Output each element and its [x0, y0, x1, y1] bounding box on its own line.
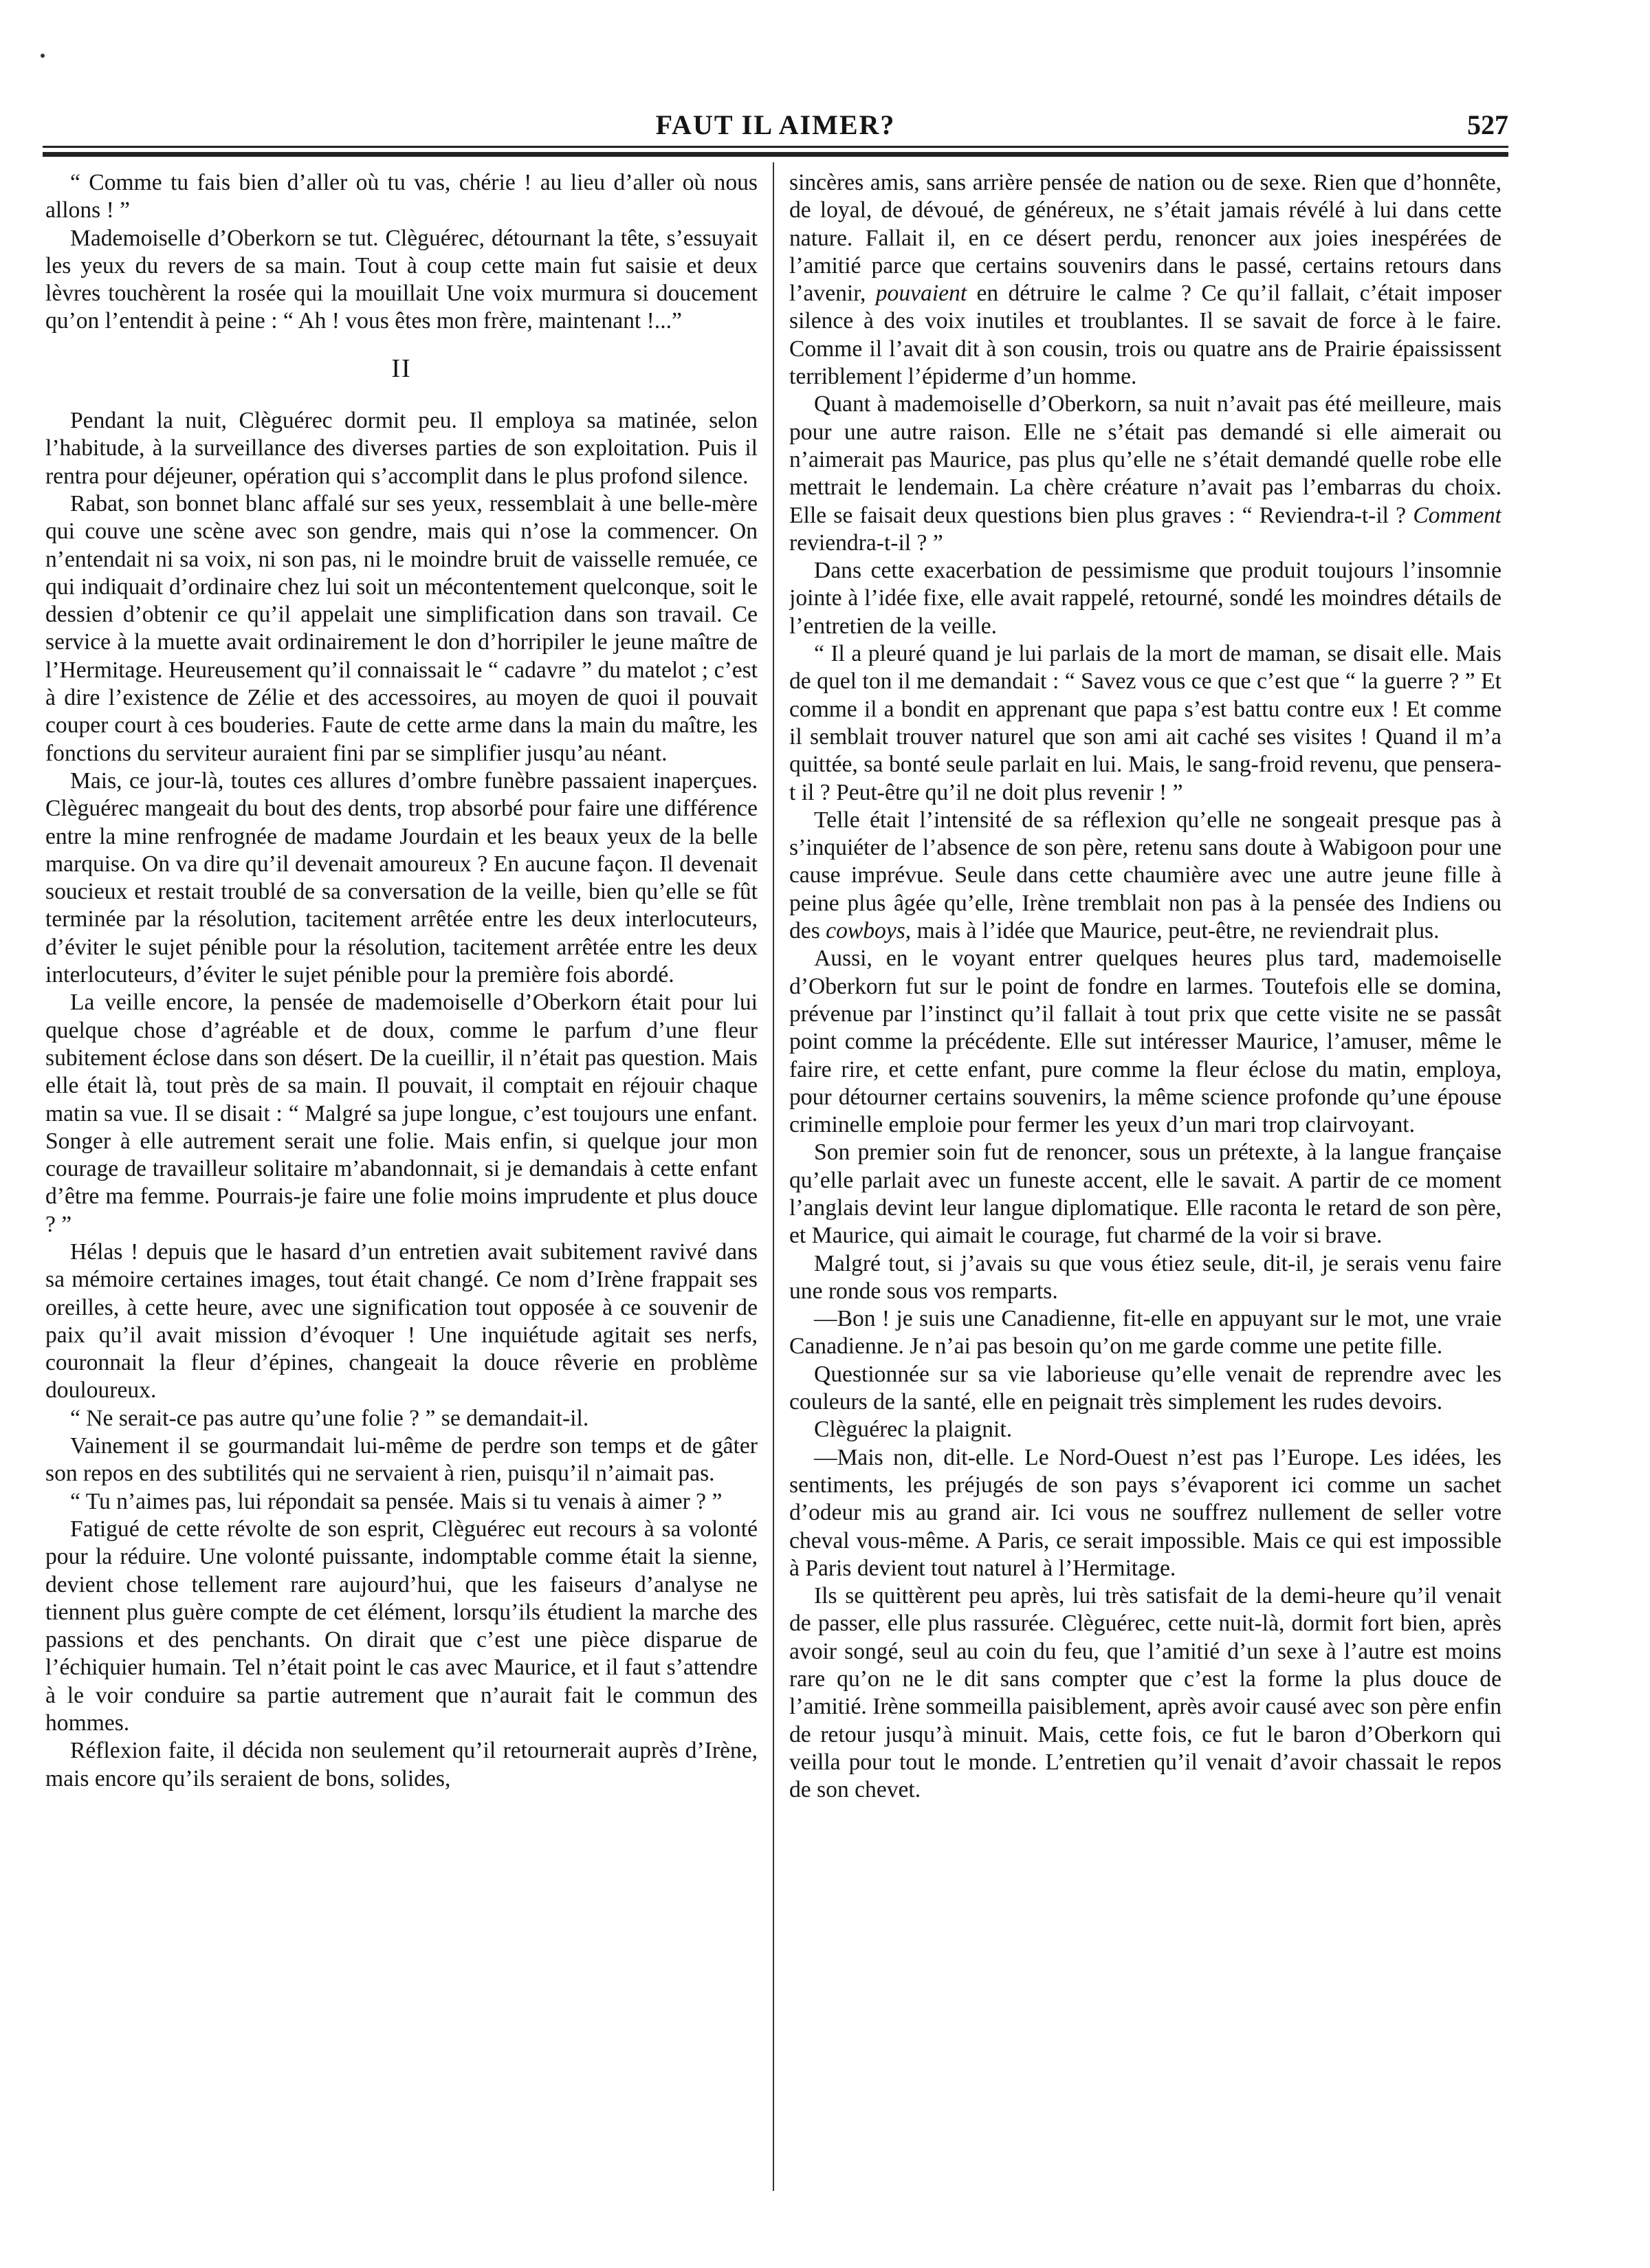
emphasis-text: cowboys,: [826, 918, 912, 944]
paragraph: Ils se quittèrent peu après, lui très satisfait de la demi-heure qu’il venait de passer, elle plus rassurée. Clèguérec, cette nuit-là, dormit fort bien, après avoir songé, seul au coin du feu, que l’amitié d’un sexe à l’autre est moins rare qu’on ne le dit sans compter que c’est la forme la plus douce de l’amitié. Irène sommeilla paisiblement, après avoir causé avec son père enfin de retour jusqu’à minuit. Mais, cette fois, ce fut le baron d’Oberkorn qui veilla pour tout le monde. L’entretien qu’il venait d’avoir chassait le repos de son chevet.: [789, 1583, 1502, 1803]
paragraph: Mademoiselle d’Oberkorn se tut. Clèguérec, détournant la tête, s’essuyait les yeux du revers de sa main. Tout à coup cette main fut saisie et deux lèvres touchèrent la rosée qui la mouillait Une voix murmura si doucement qu’on l’entendit à peine : “ Ah ! vous êtes mon frère, maintenant !...”: [45, 225, 758, 334]
paragraph-text: reviendra-t-il ? ”: [789, 530, 943, 556]
paragraph: Fatigué de cette révolte de son esprit, Clèguérec eut recours à sa volonté pour la réduire. Une volonté puissante, indomptable comme était la sienne, devient chose tellement rare aujourd’hui, que les faiseurs d’analyse ne tiennent plus guère compte de cet élément, lorsqu’ils étudient la marche des passions et des penchants. On dirait que c’est une pièce disparue de l’échiquier humain. Tel n’était point le cas avec Maurice, et il faut s’attendre à le voir conduire sa partie autrement que n’aurait fait le commun des hommes.: [45, 1516, 758, 1736]
column-divider: [773, 162, 774, 2191]
emphasis-text: pouvaient: [875, 281, 967, 307]
paragraph: Vainement il se gourmandait lui-même de perdre son temps et de gâter son repos en des subtilités qui ne servaient à rien, puisqu’il n’aimait pas.: [45, 1433, 758, 1487]
paragraph: [789, 169, 1502, 391]
paragraph: Mais, ce jour-là, toutes ces allures d’ombre funèbre passaient inaperçues. Clèguérec mangeait du bout des dents, trop absorbé pour faire une différence entre la mine renfrognée de madame Jourdain et les beaux yeux de la belle marquise. On va dire qu’il devenait amoureux ? En aucune façon. Il devenait soucieux et restait troublé de sa conversation de la veille, bien qu’elle se fût terminée par la résolution, tacitement arrêtée entre les deux interlocuteurs, d’éviter le sujet pénible pour la résolution, tacitement arrêtée entre les deux interlocuteurs, d’éviter le sujet pénible pour la première fois abordé.: [45, 767, 758, 988]
paragraph-text: en détruire le calme ? Ce qu’il fallait, c’était imposer silence à des voix inutiles et troublantes. Il se savait de force à le faire. Comme il l’avait dit à son cousin, trois ou quatre ans de Prairie épaississent terriblement l’épiderme d’un homme.: [789, 281, 1502, 390]
paragraph: [789, 807, 1502, 945]
paragraph: “ Il a pleuré quand je lui parlais de la mort de maman, se disait elle. Mais de quel ton il me demandait : “ Savez vous ce que c’est que “ la guerre ? ” Et comme il a bondit en apprenant que papa s’est battu contre eux ! Et comme il semblait trouver naturel que son ami ait caché ses visites ! Quand il m’a quittée, sa bonté seule parlait en lui. Mais, le sang-froid revenu, que pensera-t il ? Peut-être qu’il ne doit plus revenir ! ”: [789, 641, 1502, 805]
paragraph-text: Telle était l’intensité de sa réflexion qu’elle ne songeait presque pas à s’inquiéter de l’absence de son père, retenu sans doute à Wabigoon pour une cause imprévue. Seule dans cette chaumière avec une autre jeune fille à peine plus âgée qu’elle, Irène tremblait non pas à la pensée des Indiens ou des: [789, 807, 1502, 944]
paragraph: —Bon ! je suis une Canadienne, fit-elle en appuyant sur le mot, une vraie Canadienne. Je n’ai pas besoin qu’on me garde comme une petite fille.: [789, 1306, 1502, 1360]
paragraph-text: mais à l’idée que Maurice, peut-être, ne reviendrait plus.: [916, 918, 1440, 944]
paragraph: Hélas ! depuis que le hasard d’un entretien avait subitement ravivé dans sa mémoire certaines images, tout était changé. Ce nom d’Irène frappait ses oreilles, à cette heure, avec une signification tout opposée à ce souvenir de paix qu’il avait mission d’évoquer ! Une inquiétude agitait ses nerfs, couronnait la fleur d’épines, changeait la douce rêverie en problème douloureux.: [45, 1239, 758, 1404]
paragraph: —Mais non, dit-elle. Le Nord-Ouest n’est pas l’Europe. Les idées, les sentiments, les préjugés de son pays s’évaporent ici comme un sachet d’odeur mis au grand air. Ici vous ne souffrez nullement de seller votre cheval vous-même. A Paris, ce serait impossible. Mais ce qui est impossible à Paris devient tout naturel à l’Hermitage.: [789, 1444, 1502, 1581]
paragraph: [789, 391, 1502, 557]
paragraph: Rabat, son bonnet blanc affalé sur ses yeux, ressemblait à une belle-mère qui couve une scène avec son gendre, mais qui n’ose la commencer. On n’entendait ni sa voix, ni son pas, ni le moindre bruit de vaisselle remuée, ce qui indiquait d’ordinaire chez lui soit un mécontentement quelconque, soit le dessien d’obtenir ce qu’il appelait une simplification dans son travail. Ce service à la muette avait ordinairement le don d’horripiler le jeune maître de l’Hermitage. Heureusement qu’il connaissait le “ cadavre ” du matelot ; c’est à dire l’existence de Zélie et des accessoires, au moyen de quoi il pouvait couper court à ces bouderies. Faute de cette arme dans la main du maître, les fonctions du serviteur auraient fini par se simplifier jusqu’au néant.: [45, 490, 758, 766]
paragraph: “ Ne serait-ce pas autre qu’une folie ? ” se demandait-il.: [70, 1405, 589, 1431]
paragraph: Questionnée sur sa vie laborieuse qu’elle venait de reprendre avec les couleurs de la santé, elle en peignait très simplement les rudes devoirs.: [789, 1361, 1502, 1415]
header-rule-thin: [43, 146, 1508, 148]
header-rule-thick: [43, 152, 1508, 157]
paragraph-text: Quant à mademoiselle d’Oberkorn, sa nuit n’avait pas été meilleure, mais pour une autre raison. Elle ne s’était pas demandé si elle aimerait ou n’aimerait pas Maurice, pas plus qu’elle ne s’était demandé quelle robe elle mettrait le lendemain. La chère créature n’avait pas l’embarras du choix. Elle se faisait deux questions bien plus graves : “ Reviendra-t-il ?: [789, 391, 1502, 528]
paragraph: Aussi, en le voyant entrer quelques heures plus tard, mademoiselle d’Oberkorn fut sur le point de fondre en larmes. Toutefois elle se domina, prévenue par l’instinct qu’il fallait à tout prix que cette visite ne se passât point comme la précédente. Elle sut intéresser Maurice, l’amuser, même le faire rire, et cette enfant, pure comme la fleur éclose du matin, employa, pour détourner certains souvenirs, la même science profonde qu’une épouse criminelle emploie pour fermer les yeux d’un mari trop clairvoyant.: [789, 946, 1502, 1138]
emphasis-text: Comment: [1413, 502, 1502, 528]
paragraph: “ Comme tu fais bien d’aller où tu vas, chérie ! au lieu d’aller où nous allons ! ”: [45, 170, 758, 223]
right-column: [789, 169, 1502, 2184]
page-number: 527: [1467, 109, 1508, 140]
paragraph: Clèguérec la plaignit.: [814, 1417, 1013, 1443]
left-column: [45, 169, 758, 2184]
print-speck: [41, 54, 45, 58]
paragraph: Réflexion faite, il décida non seulement qu’il retournerait auprès d’Irène, mais encore qu’ils seraient de bons, solides,: [45, 1738, 758, 1791]
running-header: [43, 109, 1508, 150]
paragraph: Pendant la nuit, Clèguérec dormit peu. Il employa sa matinée, selon l’habitude, à la surveillance des diverses parties de son exploitation. Puis il rentra pour déjeuner, opération qui s’accomplit dans le plus profond silence.: [45, 408, 758, 489]
paragraph-text: sincères amis, sans arrière pensée de nation ou de sexe. Rien que d’honnête, de loyal, de dévoué, de généreux, ne s’était jamais révélé à lui dans cette nature. Fallait il, en ce désert perdu, renoncer aux joies inespérées de l’amitié parce que certains souvenirs dans le passé, certains retours dans l’avenir,: [789, 170, 1502, 307]
paragraph: Dans cette exacerbation de pessimisme que produit toujours l’insomnie jointe à l’idée fixe, elle avait rappelé, retourné, sondé les moindres détails de l’entretien de la veille.: [789, 558, 1502, 639]
paragraph: Son premier soin fut de renoncer, sous un prétexte, à la langue française qu’elle parlait avec un funeste accent, elle le savait. A partir de ce moment l’anglais devint leur langue diplomatique. Elle raconta le retard de son père, et Maurice, qui aimait le courage, fut charmé de la voir si brave.: [789, 1140, 1502, 1249]
paragraph: “ Tu n’aimes pas, lui répondait sa pensée. Mais si tu venais à aimer ? ”: [70, 1488, 723, 1514]
paragraph: La veille encore, la pensée de mademoiselle d’Oberkorn était pour lui quelque chose d’agréable et de doux, comme le parfum d’une fleur subitement éclose dans son désert. De la cueillir, il n’était pas question. Mais elle était là, tout près de sa main. Il pouvait, il comptait en réjouir chaque matin sa vue. Il se disait : “ Malgré sa jupe longue, c’est toujours une enfant. Songer à elle autrement serait une folie. Mais enfin, si quelque jour mon courage de travailleur solitaire m’abandonnait, si je demandais à cette enfant d’être ma femme. Pourrais-je faire une folie moins imprudente et plus douce ? ”: [45, 990, 758, 1237]
section-heading: II: [391, 353, 412, 383]
running-title: FAUT IL AIMER?: [655, 109, 896, 140]
paragraph: Malgré tout, si j’avais su que vous étiez seule, dit-il, je serais venu faire une ronde sous vos remparts.: [789, 1250, 1502, 1304]
